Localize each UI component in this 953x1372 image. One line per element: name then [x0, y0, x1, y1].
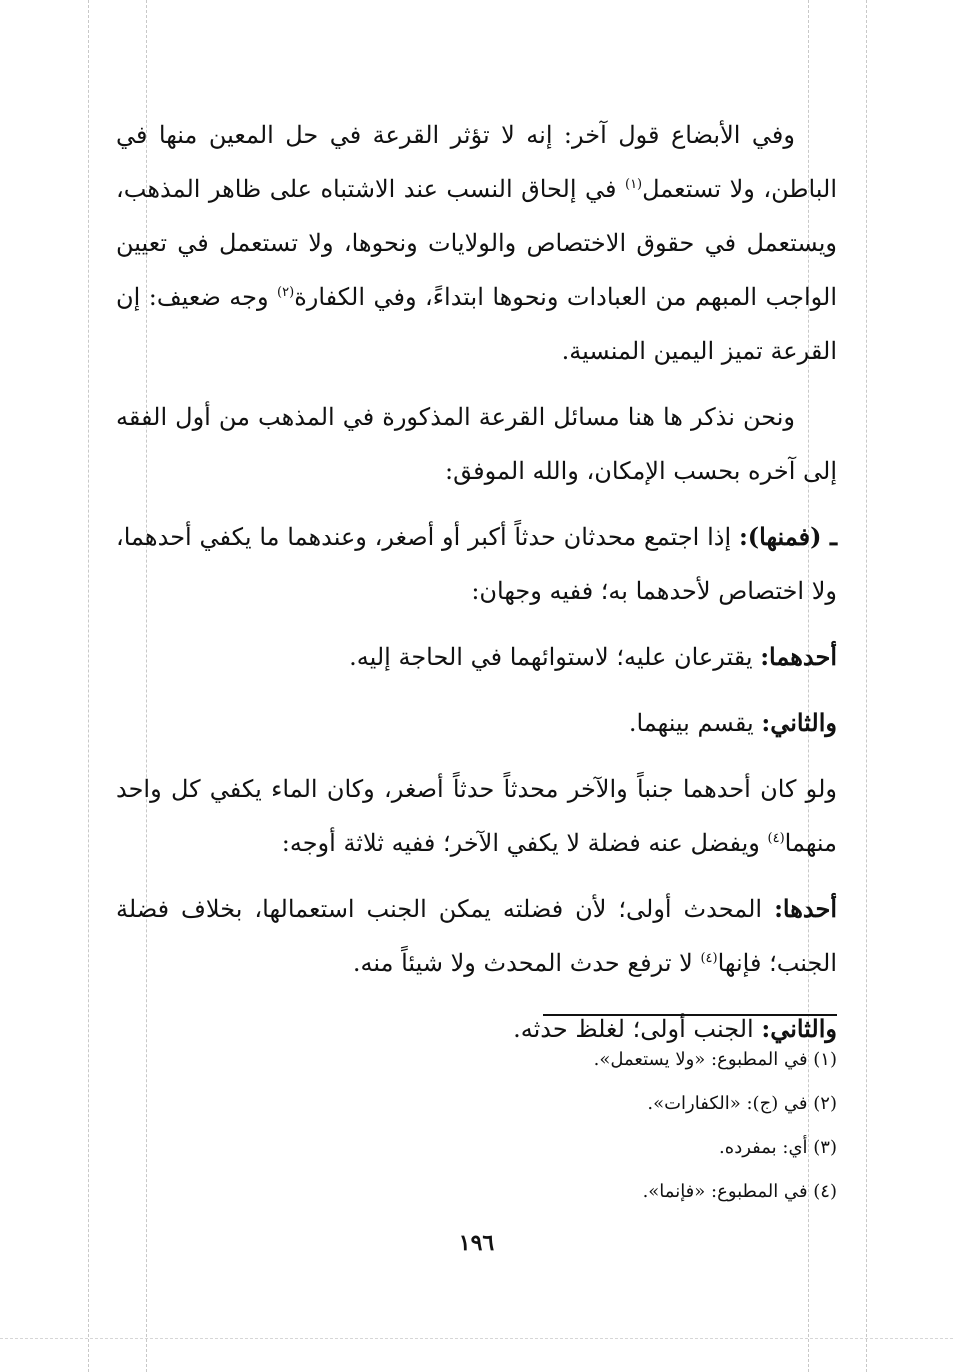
paragraph-1 — [116, 108, 837, 378]
footnote-ref[interactable]: (١) — [624, 177, 643, 192]
paragraph-2 — [116, 390, 837, 498]
paragraph-3 — [116, 510, 837, 618]
paragraph-lead: ـ (فمنها): — [738, 522, 838, 551]
footnote-separator — [543, 1014, 837, 1016]
footnote-3: (٣) أي: بمفرده. — [719, 1137, 837, 1158]
paragraph-text: يقسم بينهما. — [628, 709, 762, 737]
page-number: ١٩٦ — [458, 1230, 495, 1256]
paragraph-text: ولو كان أحدهما جنباً والآخر محدثاً حدثاً أصغر، وكان الماء يكفي كل واحد منهما — [116, 775, 837, 857]
paragraph-text: ويفضل عنه فضلة لا يكفي الآخر؛ ففيه ثلاثة أوجه: — [281, 829, 768, 857]
footnote-ref[interactable]: (٤) — [700, 951, 718, 966]
footnote-ref[interactable]: (٢) — [277, 285, 295, 300]
paragraph-text: ونحن نذكر ها هنا مسائل القرعة المذكورة في المذهب من أول الفقه إلى آخره بحسب الإمكان، والله الموفق: — [116, 403, 837, 485]
paragraph-7 — [116, 882, 837, 990]
paragraph-text: لا ترفع حدث المحدث ولا شيئاً منه. — [352, 949, 701, 977]
paragraph-text: وجه ضعيف: إن القرعة تميز اليمين المنسية. — [116, 283, 837, 365]
paragraph-lead: والثاني: — [761, 708, 837, 737]
paragraph-text: المحدث أولى؛ لأن فضلته يمكن الجنب استعمالها، بخلاف فضلة الجنب؛ فإنها — [116, 895, 837, 977]
paragraph-lead: أحدهما: — [760, 642, 837, 671]
paragraph-text: وفي الأبضاع قول آخر: إنه لا تؤثر القرعة في حل المعين منها في الباطن، ولا تستعمل — [116, 121, 837, 203]
paragraph-text: إذا اجتمع محدثان حدثاً أكبر أو أصغر، وعندهما ما يكفي أحدهما، ولا اختصاص لأحدهما به؛ ففيه وجهان: — [116, 523, 837, 605]
paragraph-text: في إلحاق النسب عند الاشتباه على ظاهر المذهب، ويستعمل في حقوق الاختصاص والولايات ونحوها، ولا تستعمل في تعيين الواجب المبهم من العبادات ونحوها ابتداءً، وفي الكفارة — [116, 175, 837, 311]
paragraph-4 — [116, 630, 837, 684]
footnote-4: (٤) في المطبوع: «فإنما». — [642, 1181, 837, 1202]
paragraph-6 — [116, 762, 837, 870]
footnote-1: (١) في المطبوع: «ولا يستعمل». — [593, 1049, 837, 1070]
paragraph-lead: والثاني: — [761, 1014, 837, 1043]
paragraph-text: يقترعان عليه؛ لاستوائهما في الحاجة إليه. — [349, 643, 761, 671]
paragraph-lead: أحدها: — [774, 894, 837, 923]
main-text — [116, 108, 837, 1068]
footnote-2: (٢) في (ج): «الكفارات». — [647, 1093, 837, 1114]
paragraph-text: الجنب أولى؛ لغلظ حدثه. — [513, 1015, 762, 1043]
scan-guide-line — [88, 0, 89, 1372]
footnote-ref[interactable]: (٤) — [767, 831, 785, 846]
scan-guide-line — [866, 0, 867, 1372]
scan-guide-line — [0, 1338, 953, 1339]
footnotes — [116, 1038, 837, 1214]
paragraph-5 — [116, 696, 837, 750]
